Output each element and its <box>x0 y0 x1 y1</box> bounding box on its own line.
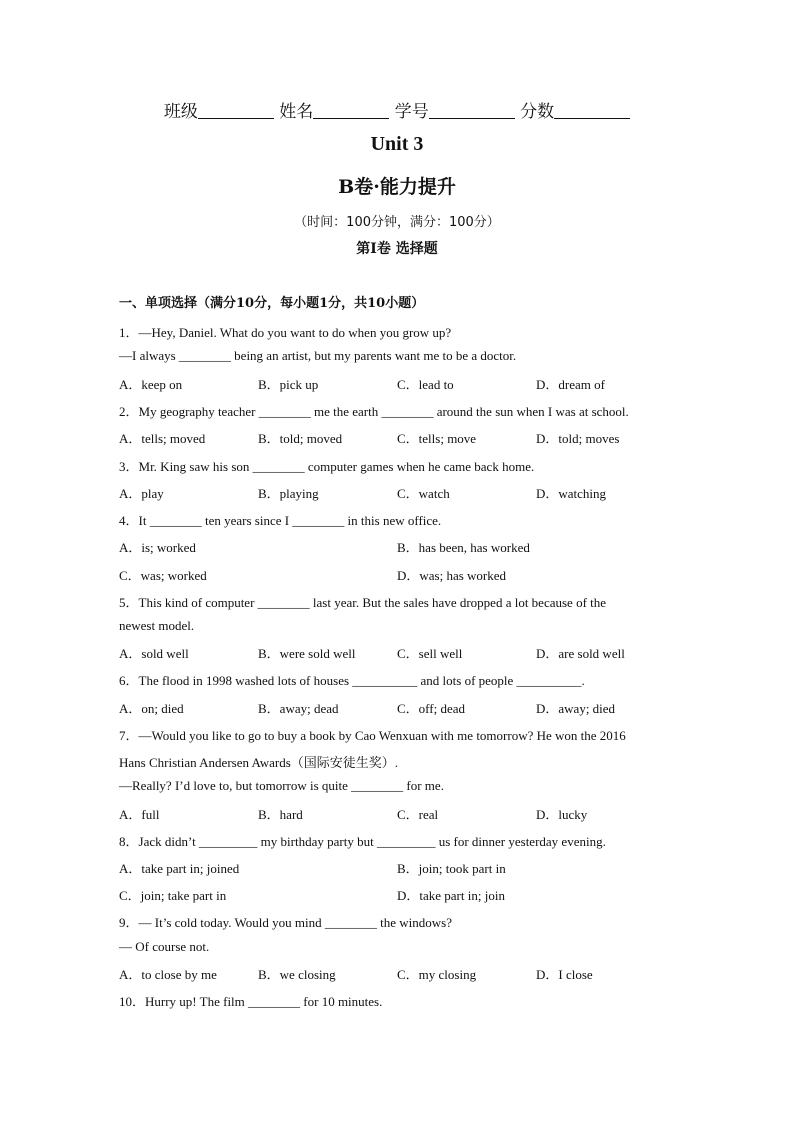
question-3-option-a[interactable]: A．play <box>119 486 164 501</box>
question-1-option-b[interactable]: B．pick up <box>258 377 319 392</box>
name-blank[interactable] <box>313 102 389 119</box>
question-1-line-1: 1．—Hey, Daniel. What do you want to do when you grow up? <box>119 325 452 340</box>
question-2-option-b[interactable]: B．told; moved <box>258 431 343 446</box>
student-info-line <box>0 97 794 122</box>
question-2-option-c[interactable]: C．tells; move <box>397 431 477 446</box>
question-5-option-c[interactable]: C．sell well <box>397 646 463 661</box>
question-9-option-c[interactable]: C．my closing <box>397 967 477 982</box>
question-5-option-b[interactable]: B．were sold well <box>258 646 356 661</box>
question-4-option-d[interactable]: D．was; has worked <box>397 568 507 583</box>
question-8-option-d[interactable]: D．take part in; join <box>397 888 505 903</box>
question-2-line-1: 2．My geography teacher ________ me the earth ________ around the sun when I was at school. <box>119 404 629 419</box>
question-7-option-c[interactable]: C．real <box>397 807 439 822</box>
question-3-option-c[interactable]: C．watch <box>397 486 450 501</box>
score-blank[interactable] <box>554 102 630 119</box>
question-1-option-d[interactable]: D．dream of <box>536 377 605 392</box>
question-8-line-1: 8．Jack didn’t _________ my birthday party but _________ us for dinner yesterday evening. <box>119 834 606 849</box>
question-9-option-d[interactable]: D．I close <box>536 967 593 982</box>
question-5-line-1: 5．This kind of computer ________ last year. But the sales have dropped a lot because of the <box>119 595 607 610</box>
student-id-blank[interactable] <box>429 102 515 119</box>
question-7-option-a[interactable]: A．full <box>119 807 160 822</box>
page-title: Unit 3 <box>370 133 424 155</box>
question-1-line-2: —I always ________ being an artist, but my parents want me to be a doctor. <box>119 348 517 363</box>
question-1-option-c[interactable]: C．lead to <box>397 377 454 392</box>
question-6-option-c[interactable]: C．off; dead <box>397 701 465 716</box>
question-4-line-1: 4．It ________ ten years since I ________ in this new office. <box>119 513 442 528</box>
question-6-line-1: 6．The flood in 1998 washed lots of houses __________ and lots of people __________. <box>119 673 585 688</box>
score-label: 分数 <box>520 102 555 122</box>
question-3-option-b[interactable]: B．playing <box>258 486 319 501</box>
question-9-option-b[interactable]: B．we closing <box>258 967 336 982</box>
question-3-option-d[interactable]: D．watching <box>536 486 607 501</box>
question-5-option-d[interactable]: D．are sold well <box>536 646 625 661</box>
question-3-line-1: 3．Mr. King saw his son ________ computer games when he came back home. <box>119 459 535 474</box>
question-4-option-c[interactable]: C．was; worked <box>119 568 207 583</box>
question-8-option-c[interactable]: C．join; take part in <box>119 888 227 903</box>
question-2-option-a[interactable]: A．tells; moved <box>119 431 206 446</box>
question-5-option-a[interactable]: A．sold well <box>119 646 189 661</box>
question-9-option-a[interactable]: A．to close by me <box>119 967 217 982</box>
question-7-line-2: Hans Christian Andersen Awards（国际安徒生奖）. <box>119 755 399 770</box>
question-7-line-1: 7．—Would you like to go to buy a book by Cao Wenxuan with me tomorrow? He won the 2016 <box>119 728 626 743</box>
section-title: 一、单项选择（满分10分，每小题1分，共10小题） <box>119 296 425 311</box>
question-6-option-b[interactable]: B．away; dead <box>258 701 339 716</box>
page-subtitle: B卷·能力提升 <box>338 176 456 198</box>
class-blank[interactable] <box>198 102 274 119</box>
class-label: 班级 <box>163 102 198 122</box>
question-8-option-b[interactable]: B．join; took part in <box>397 861 506 876</box>
question-4-option-a[interactable]: A．is; worked <box>119 540 196 555</box>
question-9-line-1: 9．— It’s cold today. Would you mind ________ the windows? <box>119 915 452 930</box>
name-label: 姓名 <box>279 102 314 122</box>
time-info: （时间：100分钟，满分：100分） <box>294 215 500 230</box>
question-8-option-a[interactable]: A．take part in; joined <box>119 861 240 876</box>
question-1-option-a[interactable]: A．keep on <box>119 377 183 392</box>
question-2-option-d[interactable]: D．told; moves <box>536 431 620 446</box>
question-4-option-b[interactable]: B．has been, has worked <box>397 540 530 555</box>
question-5-line-2: newest model. <box>119 618 195 633</box>
question-7-line-3: —Really? I’d love to, but tomorrow is quite ________ for me. <box>119 778 444 793</box>
question-6-option-a[interactable]: A．on; died <box>119 701 184 716</box>
question-7-option-b[interactable]: B．hard <box>258 807 303 822</box>
question-6-option-d[interactable]: D．away; died <box>536 701 616 716</box>
part-title: 第I卷 选择题 <box>356 241 438 257</box>
student-id-label: 学号 <box>394 102 429 122</box>
question-9-line-2: — Of course not. <box>119 939 210 954</box>
question-7-option-d[interactable]: D．lucky <box>536 807 588 822</box>
question-10-line-1: 10．Hurry up! The film ________ for 10 minutes. <box>119 994 383 1009</box>
